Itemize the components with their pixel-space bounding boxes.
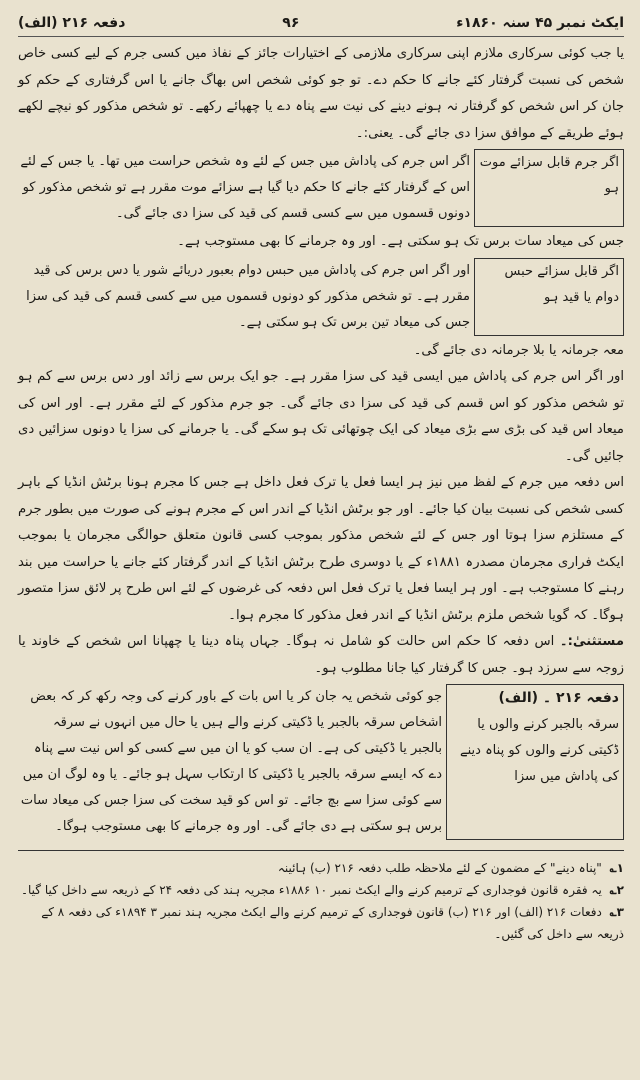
section-216a-heading: دفعہ ۲۱۶ ۔ (الف) [498,690,619,706]
exception-heading: مستثنیٰ:۔ [559,634,624,649]
footnote-text: دفعات ۲۱۶ (الف) اور ۲۱۶ (ب) قانون فوجداری کے ترمیم کرنے والے ایکٹ مجریہ ہند نمبر ۳ ۱۸۹۴ء کی دفعہ ۸ کے ذریعہ سے داخل کی گئیں۔ [41,905,624,941]
footnote [18,901,624,945]
section-216a [18,684,624,840]
header-act-title: ایکٹ نمبر ۴۵ سنہ ۱۸۶۰ء [456,15,624,31]
case-text: اور اگر اس جرم کی پاداش میں حبس دوام بعبور دریائے شور یا دس برس کی قید مقرر ہے۔ تو شخص مذکور کو دونوں قسموں میں سے کسی قسم کی قید کی سزا جس کی میعاد تین برس تک ہو سکتی ہے۔ [26,262,470,330]
footnote [18,879,624,901]
paragraph-offence-definition: اس دفعہ میں جرم کے لفظ میں نیز ہر ایسا فعل یا ترک فعل داخل ہے جس کا مجرم ہونا برٹش انڈیا کے باہر کسی شخص کی نسبت بیان کیا جائے۔ اور جو برٹش انڈیا کے اندر اس کے مجرم ہونے کی صورت میں بطور جرم کے مستلزم سزا ہوتا اور جس کے لئے شخص مذکور بموجب کسی قانون متعلق حوالگی مجرمان یا بموجب ایکٹ فراری مجرمان مصدرہ ۱۸۸۱ء کے یا دوسری طرح برٹش انڈیا کے اندر گرفتار کئے جانے یا حراست میں بند رہنے کا مستوجب ہے۔ اور ہر ایسا فعل یا ترک فعل اس دفعہ کی غرضوں کے لئے اس طرح پر لائق سزا متصور ہوگا۔ کہ گویا شخص ملزم برٹش انڈیا کے اندر فعل مذکور کا مجرم ہوا۔ [18,475,624,623]
exception-text: اس دفعہ کا حکم اس حالت کو شامل نہ ہوگا۔ جہاں پناہ دینا یا چھپانا اس شخص کے خاوند یا زوجہ سے سرزد ہو۔ جس کا گرفتار کیا جانا مطلوب ہو۔ [18,634,624,676]
case-death-penalty [18,149,624,227]
page-number: ۹۶ [282,15,300,31]
case-text: اگر اس جرم کی پاداش میں جس کے لئے وہ شخص حراست میں تھا۔ یا جس کے لئے اس کے گرفتار کئے جانے کا حکم دیا گیا ہے سزائے موت مقرر ہے تو شخص مذکور کو دونوں قسموں میں سے کسی قسم کی قید کی سزا دی جائے گی۔ [20,154,470,221]
intro-paragraph: یا جب کوئی سرکاری ملازم اپنی سرکاری ملازمی کے اختیارات جائز کے نفاذ میں کسی جرم کے لیے کسی خاص شخص کی نسبت گرفتار کئے جانے کا حکم دے۔ تو جو کوئی شخص اس بھاگ جانے یا اس گرفتاری کے حکم کو جان کر اس شخص کو گرفتار نہ ہونے دینے کی نیت سے پناہ دے یا چھپائے رکھے۔ تو شخص مذکور کو نیچے لکھے ہوئے طریقے کے موافق سزا دی جائے گی۔ یعنی:۔ [18,46,624,141]
footnote-number: ۱؎ [609,861,624,875]
paragraph-lesser-offence: اور اگر اس جرم کی پاداش میں ایسی قید کی سزا مقرر ہے۔ جو ایک برس سے زائد اور دس برس سے کم ہو تو شخص مذکور کو اس قسم کی قید کی سزا دی جائے گی۔ جو جرم مذکور کے لئے مقرر ہے۔ اور اس کی میعاد اس قید کی بڑی سے بڑی میعاد کی ایک چوتھائی تک ہو سکے گی۔ یا جرمانے کی سزا یا دونوں سزائیں دی جائیں گی۔ [18,369,624,464]
page-header [18,10,624,37]
case-continuation: معہ جرمانہ یا بلا جرمانہ دی جائے گی۔ [413,342,624,358]
exception-paragraph [18,629,624,682]
margin-note-box: اگر جرم قابل سزائے موت ہو [474,149,624,227]
section-216a-text: جو کوئی شخص یہ جان کر یا اس بات کے باور کرنے کی وجہ رکھ کر کہ بعض اشخاص سرقہ بالجبر یا ڈکیتی کرنے والے ہیں یا حال میں انہوں نے سرقہ بالجبر یا ڈکیتی کی ہے۔ ان سب کو یا ان میں سے کسی کو اس نیت سے پناہ دے کہ ایسے سرقہ بالجبر یا ڈکیتی کا ارتکاب سہل ہو جائے۔ یا وہ لوگ ان میں سے کوئی سزا سے بچ جائے۔ تو اس کو قید سخت کی سزا جس کی میعاد سات برس ہو سکتی ہے دی جائے گی۔ اور وہ جرمانے کا بھی مستوجب ہوگا۔ [20,689,442,834]
footnote-number: ۳؎ [609,905,624,919]
case-life-imprisonment [18,258,624,336]
section-216a-heading-box [446,684,624,840]
header-section-ref: دفعہ ۲۱۶ (الف) [18,15,126,31]
footnote-divider [18,850,624,851]
footnote-text: یہ فقرہ قانون فوجداری کے ترمیم کرنے والے ایکٹ نمبر ۱۰ ۱۸۸۶ء مجریہ ہند کی دفعہ ۲۴ کے ذریعہ سے داخل کیا گیا۔ [20,883,602,897]
section-216a-margin-note: سرقہ بالجبر کرنے والوں یا ڈکیتی کرنے والوں کو پناہ دینے کی پاداش میں سزا [459,717,619,784]
case-continuation: جس کی میعاد سات برس تک ہو سکتی ہے۔ اور وہ جرمانے کا بھی مستوجب ہے۔ [177,234,624,249]
footnote-number: ۲؎ [609,883,624,897]
margin-note-box: اگر قابل سزائے حبس دوام یا قید ہو [474,258,624,336]
footnote-text: "پناہ دینے" کے مضمون کے لئے ملاحظہ طلب دفعہ ۲۱۶ (ب) ہائینہ [277,861,602,875]
footnote [18,857,624,879]
